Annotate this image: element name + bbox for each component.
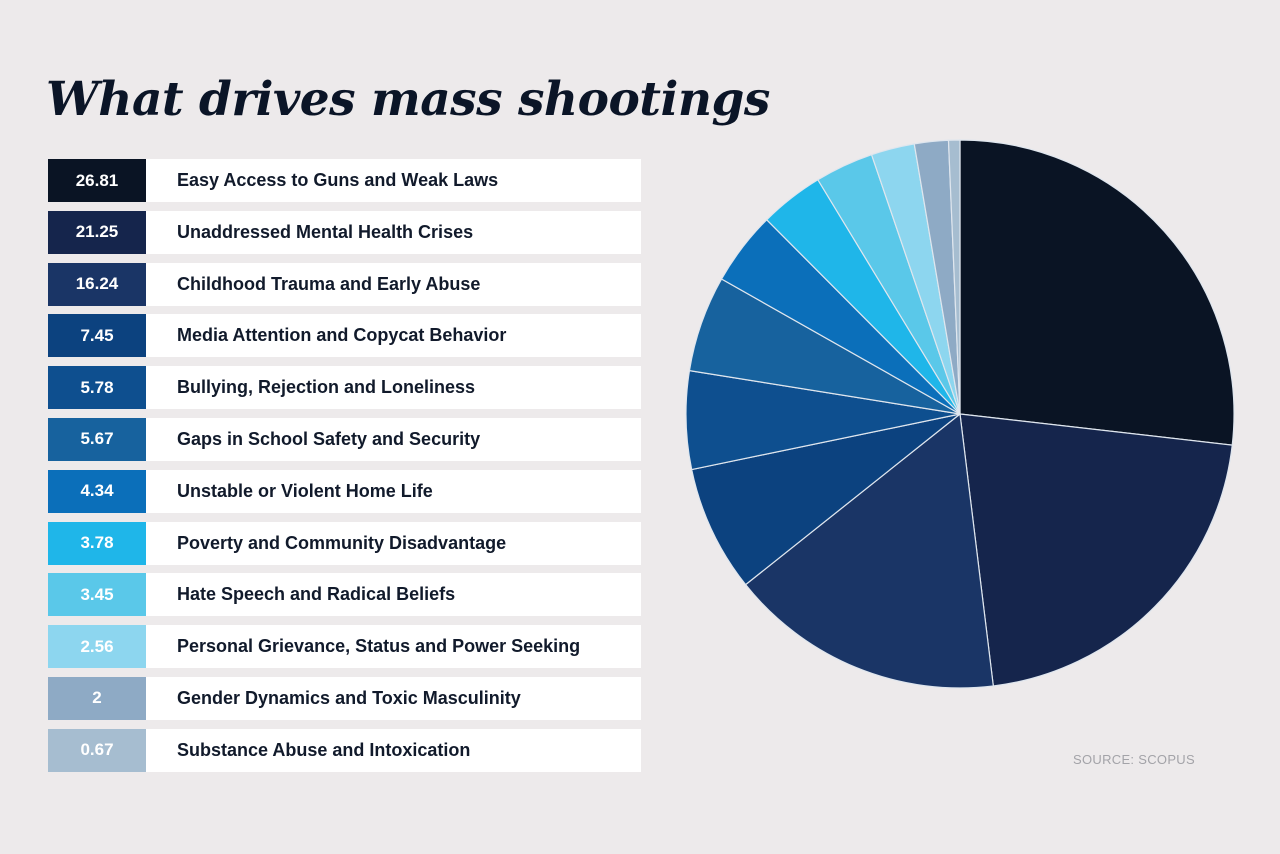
legend-label: Bullying, Rejection and Loneliness	[177, 377, 476, 398]
legend-value: 5.78	[48, 366, 146, 409]
chart-title: What drives mass shootings	[46, 72, 770, 127]
legend-label: Unaddressed Mental Health Crises	[177, 221, 474, 242]
legend-label: Childhood Trauma and Early Abuse	[177, 273, 481, 294]
pie-slice	[960, 140, 1234, 445]
legend-value: 16.24	[48, 263, 146, 306]
legend-row	[48, 211, 641, 254]
legend	[48, 159, 641, 781]
legend-value: 4.34	[48, 470, 146, 513]
pie-slice	[960, 414, 1232, 686]
legend-row	[48, 573, 641, 616]
legend-value: 3.78	[48, 522, 146, 565]
legend-label: Easy Access to Guns and Weak Laws	[177, 170, 499, 190]
legend-row	[48, 625, 641, 668]
pie-chart	[680, 134, 1240, 694]
legend-row	[48, 677, 641, 720]
legend-value: 5.67	[48, 418, 146, 461]
legend-row	[48, 159, 641, 202]
legend-label: Media Attention and Copycat Behavior	[177, 325, 507, 346]
legend-value: 7.45	[48, 314, 146, 357]
legend-value: 2	[48, 677, 146, 720]
legend-label: Hate Speech and Radical Beliefs	[177, 584, 456, 605]
source-note: SOURCE: SCOPUS	[1073, 752, 1195, 767]
legend-row	[48, 470, 641, 513]
legend-row	[48, 263, 641, 306]
legend-value: 2.56	[48, 625, 146, 668]
legend-row	[48, 314, 641, 357]
legend-row	[48, 418, 641, 461]
legend-row	[48, 729, 641, 772]
legend-label: Substance Abuse and Intoxication	[177, 739, 471, 760]
legend-value: 21.25	[48, 211, 146, 254]
legend-row	[48, 366, 641, 409]
legend-label: Gender Dynamics and Toxic Masculinity	[177, 687, 521, 708]
legend-value: 0.67	[48, 729, 146, 772]
legend-label: Gaps in School Safety and Security	[177, 428, 481, 449]
legend-row	[48, 522, 641, 565]
legend-label: Personal Grievance, Status and Power Seeking	[177, 636, 581, 657]
legend-value: 26.81	[48, 159, 146, 202]
legend-label: Unstable or Violent Home Life	[177, 480, 433, 501]
legend-label: Poverty and Community Disadvantage	[177, 532, 507, 553]
legend-value: 3.45	[48, 573, 146, 616]
